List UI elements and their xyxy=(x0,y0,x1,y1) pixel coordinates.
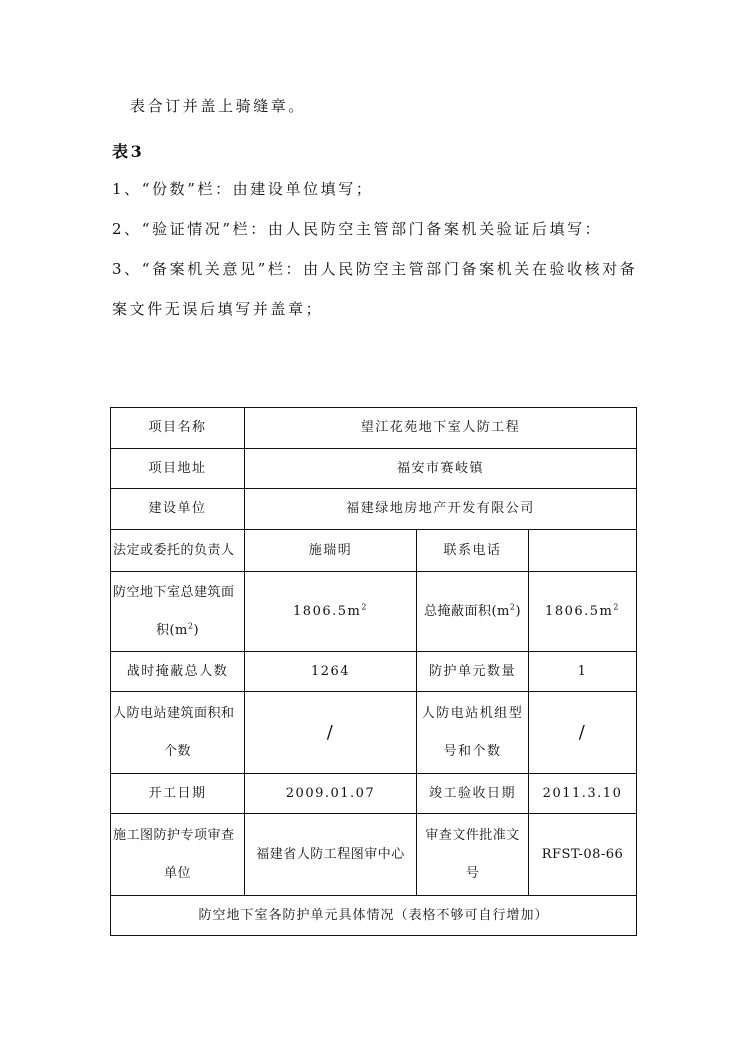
total-area-label-line2: 积(m xyxy=(155,622,188,638)
total-area-label-close: ) xyxy=(193,622,200,638)
review-unit-label-line1: 施工图防护专项审查 xyxy=(113,827,235,843)
completion-date: 2011.3.10 xyxy=(529,774,637,814)
generator-label xyxy=(417,692,529,774)
total-area-label-line1: 防空地下室总建筑面 xyxy=(113,584,235,600)
shelter-area-label-close: ) xyxy=(515,603,522,619)
table-heading: 表3 xyxy=(112,142,145,161)
responsible-label: 法定或委托的负责人 xyxy=(111,530,245,572)
units-detail-title: 防空地下室各防护单元具体情况（表格不够可自行增加） xyxy=(111,896,637,936)
review-unit: 福建省人防工程图审中心 xyxy=(245,814,417,896)
note-3: 3、“备案机关意见”栏：由人民防空主管部门备案机关在验收核对备 xyxy=(112,260,638,278)
completion-date-label: 竣工验收日期 xyxy=(417,774,529,814)
start-date-label: 开工日期 xyxy=(111,774,245,814)
power-area-label-line2: 个数 xyxy=(163,743,191,759)
project-address-label: 项目地址 xyxy=(111,449,245,489)
power-area-label xyxy=(111,692,245,774)
intro-line: 表合订并盖上骑缝章。 xyxy=(130,97,307,115)
total-area-label xyxy=(111,572,245,652)
phone xyxy=(529,530,637,572)
review-unit-label-line2: 单位 xyxy=(163,865,191,881)
shelter-area-label xyxy=(417,572,529,652)
review-unit-label xyxy=(111,814,245,896)
total-area-label-sup: 2 xyxy=(187,621,194,631)
note-1: 1、“份数”栏：由建设单位填写； xyxy=(112,180,374,198)
note-2: 2、“验证情况”栏：由人民防空主管部门备案机关验证后填写： xyxy=(112,220,603,238)
project-name: 望江花苑地下室人防工程 xyxy=(245,408,637,449)
generator-label-line2: 号和个数 xyxy=(443,743,502,759)
project-address: 福安市赛岐镇 xyxy=(245,449,637,489)
generator-label-line1: 人防电站机组型 xyxy=(421,705,524,721)
start-date: 2009.01.07 xyxy=(245,774,417,814)
generator: / xyxy=(529,692,637,774)
units: 1 xyxy=(529,652,637,692)
responsible: 施瑞明 xyxy=(245,530,417,572)
power-area-label-line1: 人防电站建筑面积和 xyxy=(113,705,235,721)
builder: 福建绿地房地产开发有限公司 xyxy=(245,489,637,530)
project-name-label: 项目名称 xyxy=(111,408,245,449)
shelter-area-value: 1806.5m xyxy=(545,603,614,619)
units-label: 防护单元数量 xyxy=(417,652,529,692)
note-3-cont: 案文件无误后填写并盖章； xyxy=(112,300,324,318)
wartime-people: 1264 xyxy=(245,652,417,692)
builder-label: 建设单位 xyxy=(111,489,245,530)
wartime-people-label: 战时掩蔽总人数 xyxy=(111,652,245,692)
total-area xyxy=(245,572,417,652)
total-area-value: 1806.5m xyxy=(293,603,362,619)
shelter-area xyxy=(529,572,637,652)
approval-no-label: 审查文件批准文号 xyxy=(417,814,529,896)
shelter-area-label-sup: 2 xyxy=(509,602,516,612)
shelter-area-sup: 2 xyxy=(613,602,620,612)
filing-table xyxy=(110,407,637,936)
total-area-sup: 2 xyxy=(361,602,368,612)
phone-label: 联系电话 xyxy=(417,530,529,572)
approval-no: RFST-08-66 xyxy=(529,814,637,896)
power-area: / xyxy=(245,692,417,774)
shelter-area-label-text: 总掩蔽面积(m xyxy=(423,603,510,619)
